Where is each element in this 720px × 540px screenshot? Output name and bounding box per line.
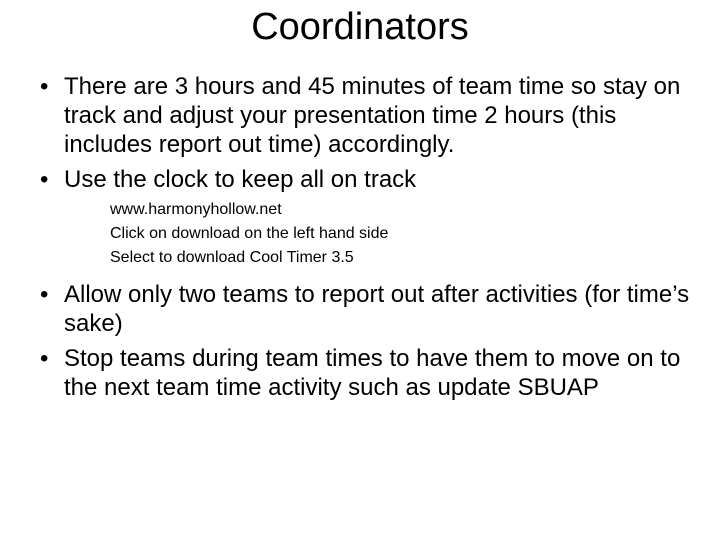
bullet-text: Use the clock to keep all on track [64,166,417,193]
slide-title: Coordinators [251,6,469,48]
bullet-item [40,344,700,402]
bullet-list [40,72,700,408]
bullet-icon: • [40,166,49,193]
bullet-icon: • [40,73,49,100]
bullet-item [40,280,700,338]
bullet-item [40,165,700,270]
bullet-item [40,72,700,159]
bullet-text: There are 3 hours and 45 minutes of team time so stay on track and adjust your presentation time 2 hours (this includes report out time) accordingly. [64,73,681,158]
sub-item-download-instruction: Click on download on the left hand side [110,225,389,242]
sub-item-website: www.harmonyhollow.net [110,201,282,218]
bullet-text: Stop teams during team times to have them to move on to the next team time activity such as update SBUAP [64,345,681,401]
sub-item-list [64,198,700,270]
bullet-text: Allow only two teams to report out after activities (for time’s sake) [64,281,690,337]
sub-item-cool-timer: Select to download Cool Timer 3.5 [110,249,354,266]
bullet-icon: • [40,345,49,372]
bullet-icon: • [40,281,49,308]
